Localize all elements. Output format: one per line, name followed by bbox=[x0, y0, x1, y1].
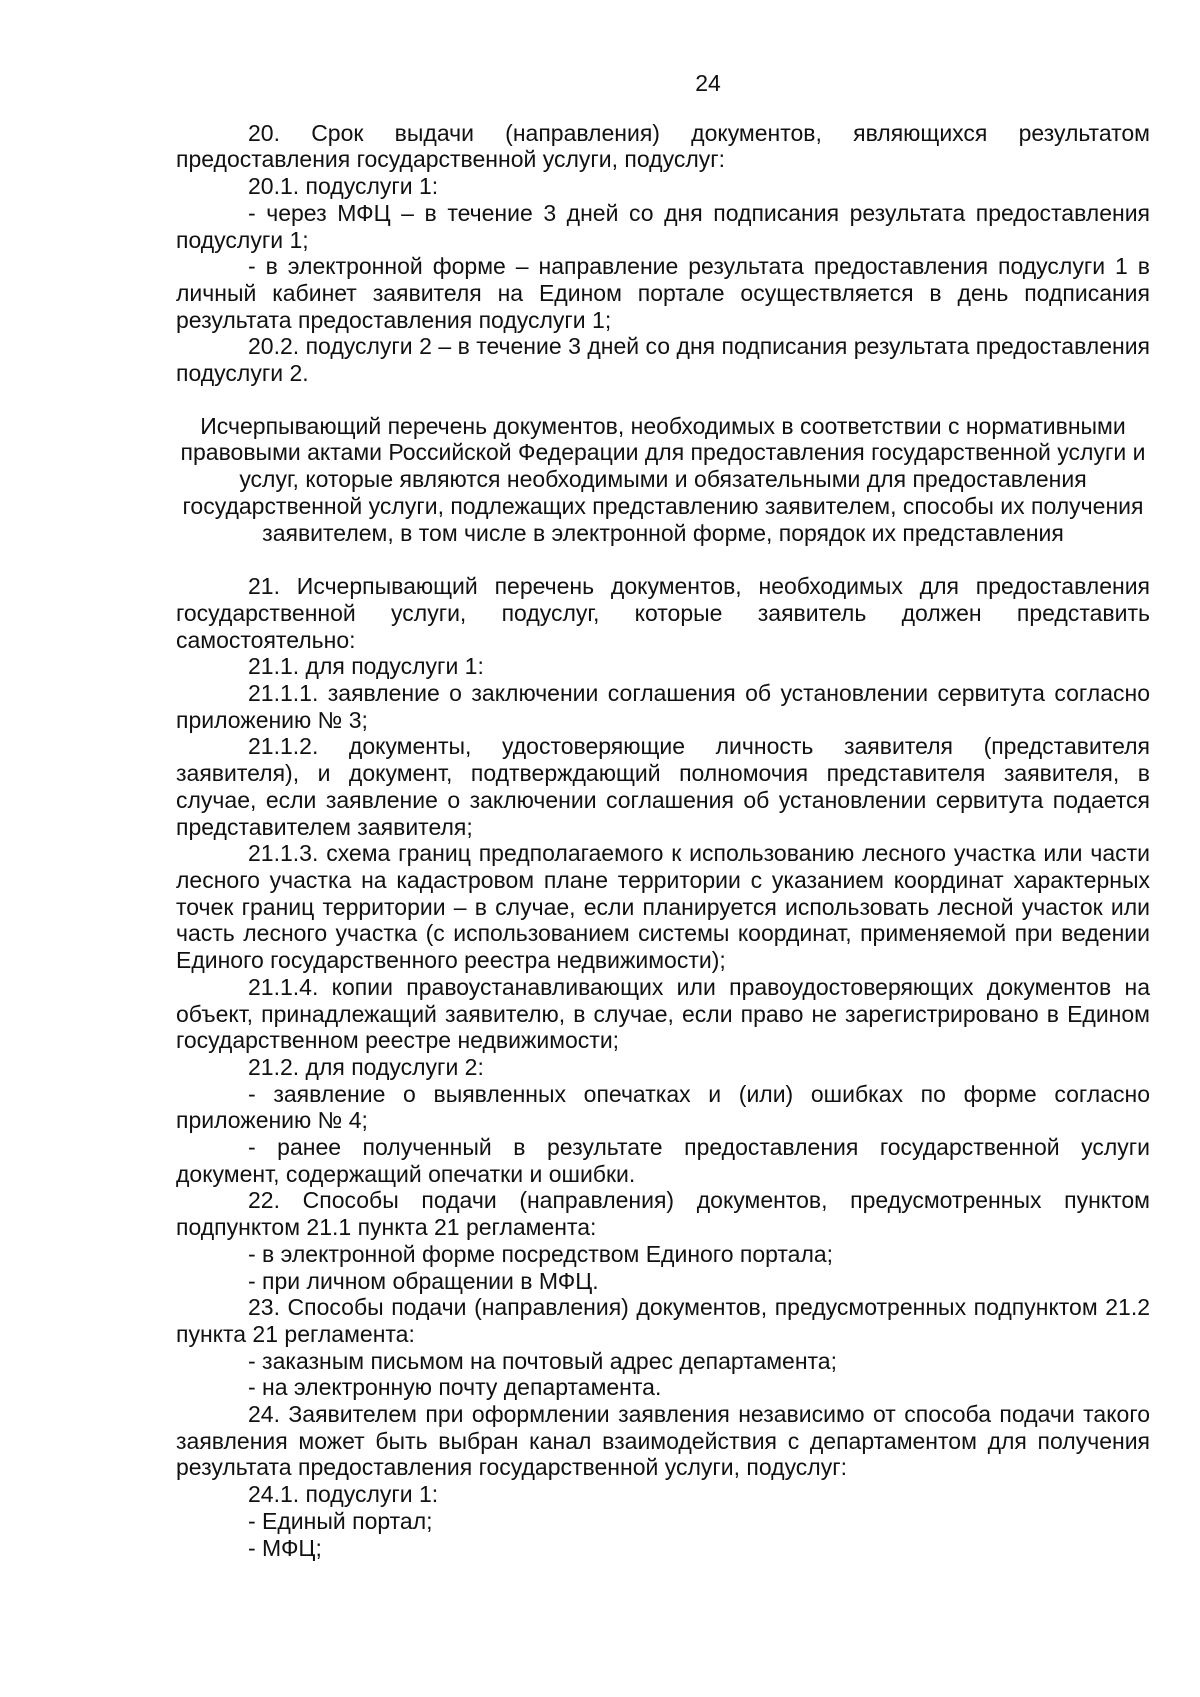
paragraph: - Единый портал; bbox=[248, 1507, 433, 1534]
paragraph: 21.1.2. документы, удостоверяющие личность заявителя (представителя заявителя), и документ, подтверждающий полномочия представителя заявителя, в случае, если заявление о заключении соглашения об установлении сервитута подается представителем заявителя; bbox=[176, 733, 1150, 840]
paragraph: - при личном обращении в МФЦ. bbox=[248, 1267, 599, 1294]
section-20 bbox=[176, 120, 1150, 387]
paragraph: 24. Заявителем при оформлении заявления независимо от способа подачи такого заявления может быть выбран канал взаимодействия с департаментом для получения результата предоставления государственной услуги, подуслуг: bbox=[176, 1401, 1150, 1481]
paragraph: 21. Исчерпывающий перечень документов, необходимых для предоставления государственной услуги, подуслуг, которые заявитель должен представить самостоятельно: bbox=[176, 573, 1150, 653]
paragraph: 21.2. для подуслуги 2: bbox=[248, 1053, 484, 1080]
paragraph: - на электронную почту департамента. bbox=[248, 1374, 662, 1401]
paragraph: - МФЦ; bbox=[248, 1534, 322, 1561]
paragraph: - через МФЦ – в течение 3 дней со дня подписания результата предоставления подуслуги 1; bbox=[176, 199, 1150, 253]
paragraph: 21.1. для подуслуги 1: bbox=[248, 653, 484, 680]
paragraph: - заказным письмом на почтовый адрес департамента; bbox=[248, 1347, 837, 1374]
paragraph: - в электронной форме – направление результата предоставления подуслуги 1 в личный кабинет заявителя на Едином портале осуществляется в день подписания результата предоставления подуслуги 1; bbox=[176, 253, 1150, 333]
paragraph: - в электронной форме посредством Единого портала; bbox=[248, 1240, 834, 1267]
paragraph: 20.1. подуслуги 1: bbox=[248, 173, 439, 200]
paragraph: 21.1.4. копии правоустанавливающих или правоудостоверяющих документов на объект, принадлежащий заявителю, в случае, если право не зарегистрировано в Едином государственном реестре недвижимости; bbox=[176, 973, 1150, 1054]
paragraph: 21.1.1. заявление о заключении соглашения об установлении сервитута согласно приложению № 3; bbox=[176, 680, 1150, 733]
paragraph: - заявление о выявленных опечатках и (или) ошибках по форме согласно приложению № 4; bbox=[176, 1080, 1150, 1134]
page-number: 24 bbox=[695, 70, 721, 96]
paragraph: 20.2. подуслуги 2 – в течение 3 дней со дня подписания результата предоставления подуслуги 2. bbox=[176, 333, 1150, 387]
paragraph: 23. Способы подачи (направления) документов, предусмотренных подпунктом 21.2 пункта 21 регламента: bbox=[176, 1294, 1150, 1347]
section-21-24 bbox=[176, 573, 1150, 1561]
paragraph: 21.1.3. схема границ предполагаемого к использованию лесного участка или части лесного участка на кадастровом плане территории с указанием координат характерных точек границ территории – в случае, если планируется использовать лесной участок или часть лесного участка (с использованием системы координат, применяемой при ведении Единого государственного реестра недвижимости); bbox=[176, 840, 1150, 974]
paragraph: 24.1. подуслуги 1: bbox=[248, 1481, 439, 1508]
paragraph: 20. Срок выдачи (направления) документов, являющихся результатом предоставления государственной услуги, подуслуг: bbox=[176, 119, 1150, 173]
paragraph: 22. Способы подачи (направления) документов, предусмотренных пунктом подпунктом 21.1 пункта 21 регламента: bbox=[176, 1187, 1150, 1241]
paragraph: - ранее полученный в результате предоставления государственной услуги документ, содержащий опечатки и ошибки. bbox=[176, 1134, 1150, 1187]
section-heading: Исчерпывающий перечень документов, необходимых в соответствии с нормативными правовыми актами Российской Федерации для предоставления государственной услуги и услуг, которые являются необходимыми и обязательными для предоставления государственной услуги, подлежащих представлению заявителем, способы их получения заявителем, в том числе в электронной форме, порядок их представления bbox=[180, 412, 1146, 546]
